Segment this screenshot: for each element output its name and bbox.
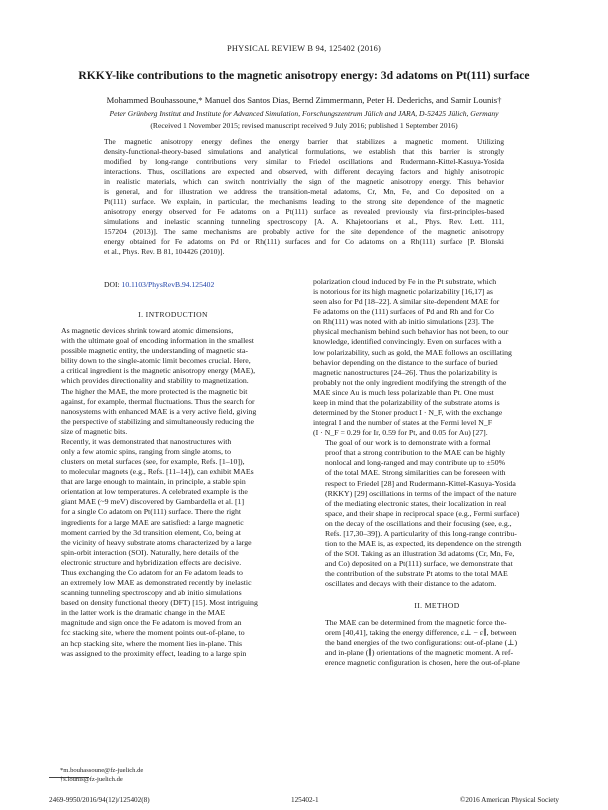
text-line: clusters on metal surfaces (see, for example, Refs. [1–10]), (61, 457, 245, 467)
received-dates: (Received 1 November 2015; revised manuscript received 9 July 2016; published 1 September 2016) (150, 121, 458, 130)
text-line: based on density functional theory (DFT) [15]. Most intriguing (61, 598, 258, 608)
text-line: possible magnetic entity, the understanding of magnetic sta- (61, 346, 249, 356)
text-line: size of magnetic bits. (61, 426, 128, 436)
text-line: with the ultimate goal of encoding information in the smallest (61, 336, 254, 346)
intro-paragraph-3 (313, 438, 561, 589)
section-title-method: II. METHOD (414, 601, 460, 611)
text-line: that are large enough to maintain, in principle, a stable spin (61, 477, 246, 487)
text-line: determined by the Stoner product I · N_F, with the exchange (313, 408, 503, 418)
running-head: PHYSICAL REVIEW B 94, 125402 (2016) (226, 44, 382, 53)
text-line: ingredients for a large MAE are satisfied: a large magnetic (61, 517, 244, 527)
text-line: erence magnetic configuration is chosen, here the out-of-plane (325, 657, 520, 667)
text-line: of the total MAE. Strong similarities can be foreseen with (325, 468, 506, 478)
page-footer (49, 796, 559, 804)
abstract-line: density-functional-theory-based simulations and analytical formulations, we establish that this barrier is strongly (104, 147, 504, 156)
text-line: scanning tunneling spectroscopy and ab initio simulations (61, 588, 242, 598)
text-line: Thus exchanging the Co adatom for an Fe adatom leads to (61, 567, 243, 577)
text-line: electronic structure and hybridization effects are decisive. (61, 557, 242, 567)
abstract-line: modified by long-range contributions very similar to Friedel oscillations and Rudermann-Kittel-Kasuya-Yosida (104, 157, 504, 166)
intro-paragraph-2 (49, 437, 297, 659)
text-line: integral I and the number of states at the Fermi level N_F (313, 418, 493, 428)
text-line: of the SOI. Taking as an illustration 3d adatoms (Cr, Mn, Fe, (325, 549, 515, 559)
intro-paragraph-1 (49, 326, 297, 437)
footer-issn: 2469-9950/2016/94(12)/125402(8) (49, 796, 150, 804)
text-line: As magnetic devices shrink toward atomic dimensions, (61, 326, 234, 336)
text-line: in the latter work is the dramatic change in the MAE (61, 608, 226, 618)
abstract-line: The magnetic anisotropy energy defines the energy barrier that stabilizes a magnetic moment. Utilizing (104, 137, 504, 146)
abstract-line: is general, and for illustration we address the transition-metal adatoms, Cr, Mn, Fe, and Co deposited on a (104, 187, 504, 196)
text-line: to molecular magnets (e.g., Refs. [11–14]), can exhibit MAEs (61, 467, 254, 477)
text-line: orientation at low temperatures. A celebrated example is the (61, 487, 248, 497)
text-line: orem [40,41], taking the energy difference, ε⊥ − ε∥, between (325, 627, 517, 637)
text-line: fcc stacking site, where the moment points out-of-plane, to (61, 628, 245, 638)
method-paragraph-1 (313, 618, 561, 668)
paper-title: RKKY-like contributions to the magnetic anisotropy energy: 3d adatoms on Pt(111) surface (78, 69, 530, 82)
text-line: respect to Friedel [28] and Rudermann-Kittel-Kasuya-Yosida (325, 478, 516, 488)
footnote-1[interactable]: *m.bouhassoune@fz-juelich.de (60, 767, 144, 774)
text-line: and Co) deposited on a Pt(111) surface, we demonstrate that (325, 559, 513, 569)
text-line: only a few atomic spins, ranging from single atoms, to (61, 447, 231, 457)
text-line: an extremely low MAE as demonstrated recently by inelastic (61, 578, 252, 588)
text-line: nonlocal and long-ranged and may contribute up to ±50% (325, 458, 506, 468)
text-line: nanosystems with enhanced MAE is a very active field, giving (61, 406, 257, 416)
right-column (313, 277, 561, 668)
text-line: magnetic nanostructures [24–26]. Thus the polarizability is (313, 367, 498, 377)
text-line: on Rh(111) was noted with ab initio simulations [23]. The (313, 317, 494, 327)
text-line: proof that a strong contribution to the MAE can be highly (325, 448, 506, 458)
text-line: the band energies of the two configurations: out-of-plane (⊥) (325, 637, 518, 647)
intro-paragraph-2-continued (313, 277, 561, 438)
text-line: seen also for Pd [18–22]. A similar site-dependent MAE for (313, 297, 500, 307)
text-line: spin-orbit interaction (SOI). Naturally, here details of the (61, 547, 239, 557)
text-line: keep in mind that the polarizability of the substrate atoms is (313, 397, 500, 407)
text-line: The higher the MAE, the more protected is the magnetic bit (61, 386, 248, 396)
abstract-line: energy obtained for Fe adatoms on Pd or Rh(111) surfaces and for Co adatoms on a Rh(111) surface [P. Blonski (104, 237, 504, 246)
text-line: The goal of our work is to demonstrate with a formal (325, 438, 491, 448)
text-line: Fe adatoms on the (111) surfaces of Pd and Rh and for Co (313, 307, 494, 317)
footer-copyright: ©2016 American Physical Society (459, 796, 559, 804)
text-line: the vicinity of heavy substrate atoms characterized by a large (61, 537, 252, 547)
text-line: the perspective of stabilizing and simultaneously reducing the (61, 416, 254, 426)
abstract-line: simulations and inelastic scanning tunneling spectroscopy [A. A. Khajetoorians et al., Phys. Rev. Lett. 111, (104, 217, 504, 226)
author-list: Mohammed Bouhassoune,* Manuel dos Santos Dias, Bernd Zimmermann, Peter H. Dederichs, and Samir Lounis† (106, 95, 502, 105)
text-line: moment carried by the 3d transition element, Co, being at (61, 527, 241, 537)
abstract-line: anisotropy energy observed for Fe adatoms on a Pt(111) surface as revealed previously via first-principles-based (104, 207, 504, 216)
text-line: tion to the MAE is, as expected, its dependence on the strength (325, 539, 522, 549)
text-line: for a single Co adatom on Pt(111) surface. There the right (61, 507, 242, 517)
abstract (104, 137, 504, 257)
text-line: of the mediating electronic states, their localization in real (325, 498, 507, 508)
abstract-line: Pt(111) surface. We explain, in particular, the mechanisms leading to the strong site dependence of the magnetic (104, 197, 504, 206)
text-line: oscillates and decays with their distance to the adatom. (325, 579, 497, 589)
text-line: an hcp stacking site, where the moment lies in-plane. This (61, 638, 243, 648)
abstract-line: 157204 (2013)]. The same mechanisms are probably active for the site dependence of the magnetic anisotropy (104, 227, 504, 236)
text-line: is notorious for its high magnetic polarizability [16,17] as (313, 287, 493, 297)
abstract-line: et al., Phys. Rev. B 81, 104426 (2010)]. (104, 247, 225, 256)
text-line: against, for example, thermal fluctuations. Thus the search for (61, 396, 255, 406)
text-line: polarization cloud induced by Fe in the Pt substrate, which (313, 277, 497, 286)
footnotes (60, 766, 143, 784)
left-column (49, 310, 297, 659)
text-line: a critical ingredient is the magnetic anisotropy energy (MAE), (61, 366, 256, 376)
abstract-line: interactions. Thus, oscillations are expected and observed, with different decaying factors and highly anisotropic (104, 167, 504, 176)
section-title-introduction: I. INTRODUCTION (138, 310, 208, 319)
doi-label: DOI: (104, 280, 120, 289)
text-line: Recently, it was demonstrated that nanostructures with (61, 436, 232, 446)
text-line: behavior depending on the distance to the surface of buried (313, 357, 498, 367)
text-line: probably not the only ingredient modifying the strength of the (313, 377, 507, 387)
text-line: and in-plane (∥) orientations of the magnetic moment. A ref- (325, 647, 514, 657)
text-line: on the decay of the oscillations and their focusing (see, e.g., (325, 518, 512, 528)
footer-page-number: 125402-1 (290, 796, 319, 804)
text-line: magnitude and sign once the Fe adatom is moved from an (61, 618, 242, 628)
text-line: (I · N_F = 0.29 for Ir, 0.59 for Pt, and 0.05 for Au) [27]. (313, 428, 488, 438)
text-line: Refs. [17,30–39]). A particularity of this long-range contribu- (325, 528, 517, 538)
text-line: low polarizability, such as gold, the MAE follows an oscillating (313, 347, 512, 357)
text-line: giant MAE (~9 meV) discovered by Gambardella et al. [1] (61, 497, 245, 507)
doi-line (104, 280, 214, 289)
text-line: The MAE can be determined from the magnetic force the- (325, 617, 507, 627)
text-line: bility down to the single-atomic limit becomes crucial. Here, (61, 356, 251, 366)
text-line: physical mechanism behind such behavior has not been, to our (313, 327, 509, 337)
text-line: MAE since Au is much less polarizable than Pt. One must (313, 387, 494, 397)
footnote-2[interactable]: †s.lounis@fz-juelich.de (60, 776, 123, 783)
text-line: which provides directionality and stability to magnetization. (61, 376, 249, 386)
text-line: (RKKY) [29] oscillations in terms of the impact of the nature (325, 488, 517, 498)
text-line: was assigned to the proximity effect, leading to a large spin (61, 648, 247, 658)
text-line: the contribution of the substrate Pt atoms to the total MAE (325, 569, 508, 579)
text-line: knowledge, identified convincingly. Even on surfaces with a (313, 337, 502, 347)
text-line: space, and their shape in reciprocal space (e.g., Fermi surface) (325, 508, 520, 518)
doi-link[interactable]: 10.1103/PhysRevB.94.125402 (121, 280, 215, 289)
affiliation: Peter Grünberg Institut and Institute for Advanced Simulation, Forschungszentrum Jülich and JARA, D-52425 Jülich, Germany (109, 109, 499, 118)
abstract-line: in realistic materials, which can switch nontrivially the sign of the magnetic anisotropy energy. This behavior (104, 177, 504, 186)
